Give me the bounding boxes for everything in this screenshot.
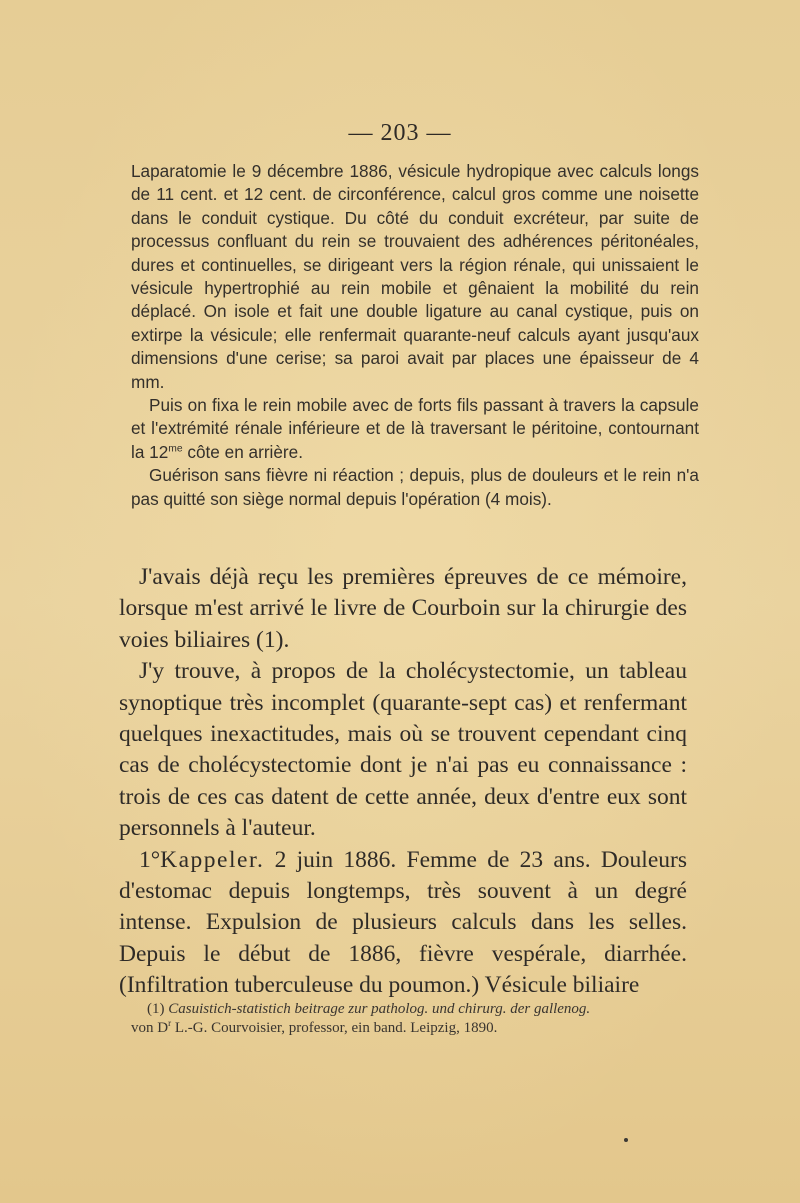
ink-speck [624,1138,628,1142]
paragraph: Guérison sans fièvre ni réaction ; depuis, plus de douleurs et le rein n'a pas quitté son siège normal depuis l'opération (4 mois). [131,465,699,509]
footnote: (1) Casuistich-statistich beitrage zur patholog. und chirurg. der gallenog. von $D^r$ L.-G. Courvoisier, professor, ein band. Leipzig, 1890. [131,1001,591,1036]
footnote-marker: (1) [147,1001,165,1017]
case-author: Kappeler. [160,846,265,873]
paragraph: Laparatomie le 9 décembre 1886, vésicule hydropique avec calculs longs de 11 cent. et 12 cent. de circonférence, calcul gros comme une noisette dans le conduit cystique. Du côté du conduit excréteur, par suite de processus confluant du rein se trouvaient des adhérences péritonéales, dures et continuelles, se dirigeant vers la région rénale, qui unissaient le vésicule hypertrophié au rein mobile et gênaient la mobilité du rein déplacé. On isole et fait une double ligature au canal cystique, puis on extirpe la vésicule; elle renfermait quarante-neuf calculs ayant jusqu'aux dimensions d'une cerise; sa paroi avait par places une épaisseur de 4 mm. [131,161,699,392]
case-number: 1° [139,846,161,873]
footnote-title: Casuistich-statistich beitrage zur patholog. und chirurg. der gallenog. [168,1001,591,1017]
paragraph: J'y trouve, à propos de la cholécystectomie, un tableau synoptique très incomplet (quarante-sept cas) et renfermant quelques inexactitudes, mais où se trouvent cependant cinq cas de cholécystectomie dont je n'ai pas eu connaissance : trois de ces cas datent de cette année, deux d'entre eux sont personnels à l'auteur. [119,658,687,842]
paragraph: Puis on fixa le rein mobile avec de forts fils passant à travers la capsule et l'extrémité rénale inférieure et de là traversant le péritoine, contournant la $12^{me}$ côte en arrière. [131,395,699,462]
paragraph: 1°Kappeler. 2 juin 1886. Femme de 23 ans. Douleurs d'estomac depuis longtemps, très souvent à un degré intense. Expulsion de plusieurs calculs dans les selles. Depuis le début de 1886, fièvre vespérale, diarrhée. (Infiltration tuberculeuse du poumon.) Vésicule biliaire [119,846,687,999]
case-report-text [131,160,699,511]
paragraph: J'avais déjà reçu les premières épreuves de ce mémoire, lorsque m'est arrivé le livre de Courboin sur la chirurgie des voies biliaires (1). [119,564,687,653]
main-text [119,562,687,1002]
page-number: — 203 — [348,120,452,146]
